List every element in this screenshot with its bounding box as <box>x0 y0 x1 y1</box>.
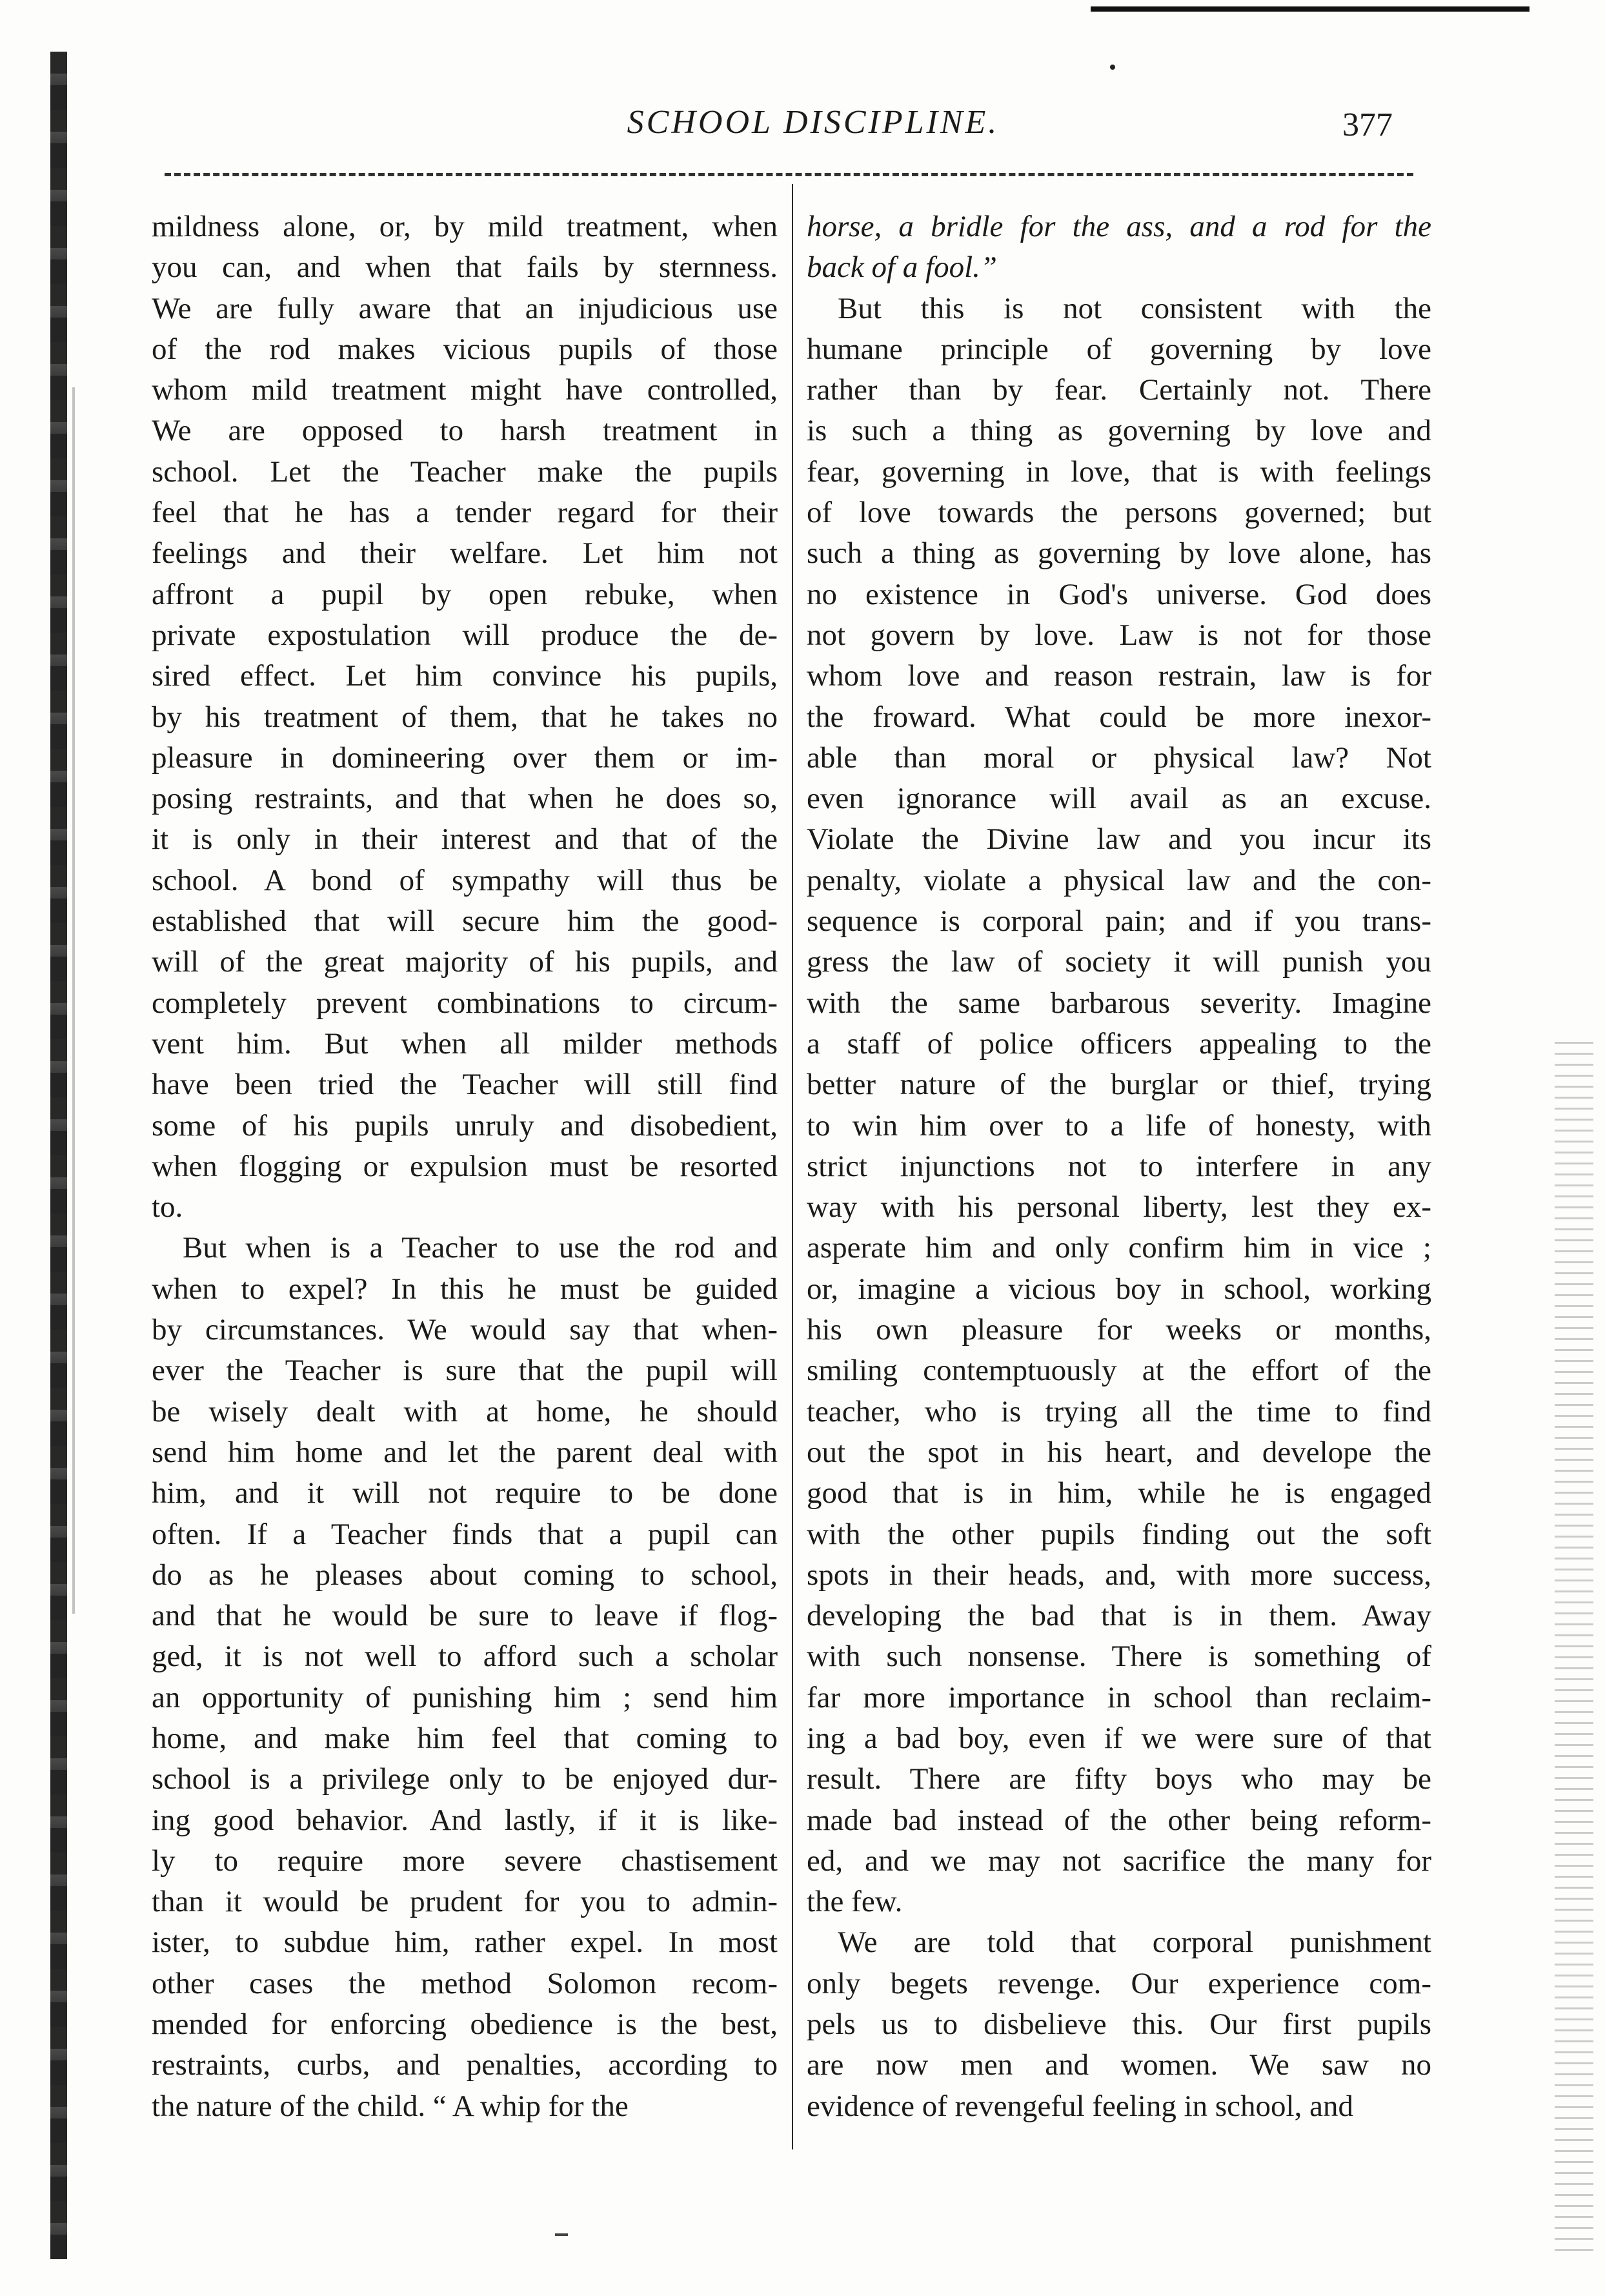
column-divider <box>792 184 793 2149</box>
page-number: 377 <box>1342 107 1393 143</box>
text-line: of love towards the persons governed; but <box>807 496 1431 530</box>
text-line: restraints, curbs, and penalties, according to <box>152 2048 778 2082</box>
text-line: sequence is corporal pain; and if you trans- <box>807 904 1431 939</box>
text-line: of the rod makes vicious pupils of those <box>152 332 778 366</box>
text-line: him, and it will not require to be done <box>152 1476 778 1510</box>
text-line: penalty, violate a physical law and the con- <box>807 863 1431 897</box>
text-line: Violate the Divine law and you incur its <box>807 822 1431 857</box>
text-line: such a thing as governing by love alone, has <box>807 536 1431 571</box>
text-line: way with his personal liberty, lest they ex- <box>807 1190 1431 1224</box>
text-line: smiling contemptuously at the effort of the <box>807 1354 1431 1388</box>
text-line: We are fully aware that an injudicious use <box>152 291 778 325</box>
text-line: with such nonsense. There is something of <box>807 1640 1431 1674</box>
text-line: vent him. But when all milder methods <box>152 1026 778 1061</box>
text-line: it is only in their interest and that of the <box>152 822 778 857</box>
text-line: gress the law of society it will punish you <box>807 945 1431 979</box>
right-column <box>807 207 1431 2127</box>
text-line: when flogging or expulsion must be resorted <box>152 1149 778 1183</box>
binding-shadow <box>72 387 75 1614</box>
text-line: ing a bad boy, even if we were sure of that <box>807 1721 1431 1755</box>
text-line: the few. <box>807 1885 903 1919</box>
binding-edge <box>50 52 67 2259</box>
text-line: when to expel? In this he must be guided <box>152 1272 778 1306</box>
text-line: by circumstances. We would say that when- <box>152 1313 778 1347</box>
text-line: be wisely dealt with at home, he should <box>152 1394 778 1428</box>
page-header <box>0 103 1605 155</box>
text-line: established that will secure him the good- <box>152 904 778 939</box>
text-line: feelings and their welfare. Let him not <box>152 536 778 571</box>
text-line: spots in their heads, and, with more success, <box>807 1558 1431 1592</box>
text-line: home, and make him feel that coming to <box>152 1721 778 1755</box>
text-line: school. Let the Teacher make the pupils <box>152 454 778 489</box>
text-line: than it would be prudent for you to admin- <box>152 1885 778 1919</box>
text-line: with the other pupils finding out the soft <box>807 1517 1431 1551</box>
text-line: private expostulation will produce the de- <box>152 618 778 652</box>
text-line: will of the great majority of his pupils, and <box>152 945 778 979</box>
text-line: asperate him and only confirm him in vice ; <box>807 1231 1431 1265</box>
text-line: We are opposed to harsh treatment in <box>152 414 778 448</box>
text-line: an opportunity of punishing him ; send him <box>152 1680 778 1714</box>
text-line: evidence of revengeful feeling in school, and <box>807 2089 1353 2123</box>
text-line: able than moral or physical law? Not <box>807 740 1431 775</box>
text-line: rather than by fear. Certainly not. There <box>807 373 1431 407</box>
text-line: whom love and reason restrain, law is for <box>807 659 1431 693</box>
text-line: other cases the method Solomon recom- <box>152 1966 778 2000</box>
text-line: you can, and when that fails by sternness. <box>152 250 778 285</box>
text-line: not govern by love. Law is not for those <box>807 618 1431 652</box>
text-line: have been tried the Teacher will still find <box>152 1068 778 1102</box>
text-line: out the spot in his heart, and develope the <box>807 1435 1431 1469</box>
text-line: is such a thing as governing by love and <box>807 414 1431 448</box>
text-line: some of his pupils unruly and disobedient, <box>152 1108 778 1143</box>
header-rule <box>165 173 1413 176</box>
text-line: the nature of the child. “ A whip for the <box>152 2089 629 2123</box>
text-line: far more importance in school than reclaim- <box>807 1680 1431 1714</box>
text-line: whom mild treatment might have controlled, <box>152 373 778 407</box>
text-line: ing good behavior. And lastly, if it is like- <box>152 1803 778 1837</box>
text-line: result. There are fifty boys who may be <box>807 1762 1431 1796</box>
text-line: by his treatment of them, that he takes no <box>152 700 778 734</box>
ink-dot <box>1110 65 1115 70</box>
text-line: are now men and women. We saw no <box>807 2048 1431 2082</box>
text-line: developing the bad that is in them. Away <box>807 1599 1431 1633</box>
text-line: mended for enforcing obedience is the best, <box>152 2007 778 2042</box>
text-line: school. A bond of sympathy will thus be <box>152 863 778 897</box>
text-line: send him home and let the parent deal with <box>152 1435 778 1469</box>
text-line: school is a privilege only to be enjoyed dur- <box>152 1762 778 1796</box>
text-line: often. If a Teacher finds that a pupil can <box>152 1517 778 1551</box>
text-line: affront a pupil by open rebuke, when <box>152 577 778 611</box>
text-line: We are told that corporal punishment <box>838 1925 1431 1960</box>
text-line: no existence in God's universe. God does <box>807 577 1431 611</box>
text-line: But when is a Teacher to use the rod and <box>183 1231 778 1265</box>
text-line: posing restraints, and that when he does so, <box>152 782 778 816</box>
text-line: strict injunctions not to interfere in any <box>807 1149 1431 1183</box>
text-line: ever the Teacher is sure that the pupil will <box>152 1354 778 1388</box>
text-line: made bad instead of the other being reform- <box>807 1803 1431 1837</box>
text-line: teacher, who is trying all the time to find <box>807 1394 1431 1428</box>
top-edge-mark <box>1091 6 1529 12</box>
text-line: a staff of police officers appealing to the <box>807 1026 1431 1061</box>
text-line: ister, to subdue him, rather expel. In most <box>152 1925 778 1960</box>
text-line: fear, governing in love, that is with feelings <box>807 454 1431 489</box>
text-line: to win him over to a life of honesty, with <box>807 1108 1431 1143</box>
running-head: SCHOOL DISCIPLINE. <box>627 104 1000 141</box>
text-line: even ignorance will avail as an excuse. <box>807 782 1431 816</box>
text-line: completely prevent combinations to circum- <box>152 986 778 1020</box>
text-line: do as he pleases about coming to school, <box>152 1558 778 1592</box>
text-line: ged, it is not well to afford such a scholar <box>152 1640 778 1674</box>
text-line: ed, and we may not sacrifice the many for <box>807 1844 1431 1878</box>
page-edge-speckle <box>1555 1033 1593 2259</box>
text-line: pleasure in domineering over them or im- <box>152 740 778 775</box>
text-line: his own pleasure for weeks or months, <box>807 1313 1431 1347</box>
text-line: and that he would be sure to leave if flog- <box>152 1599 778 1633</box>
text-line: the froward. What could be more inexor- <box>807 700 1431 734</box>
text-line: to. <box>152 1190 183 1224</box>
text-line: horse, a bridle for the ass, and a rod for the <box>807 210 1431 243</box>
text-line: sired effect. Let him convince his pupils, <box>152 659 778 693</box>
text-line: with the same barbarous severity. Imagine <box>807 986 1431 1020</box>
text-line: ly to require more severe chastisement <box>152 1844 778 1878</box>
left-column <box>152 207 778 2127</box>
text-line: back of a fool.” <box>807 250 998 285</box>
text-line: feel that he has a tender regard for their <box>152 496 778 530</box>
text-line: better nature of the burglar or thief, trying <box>807 1068 1431 1102</box>
text-line: pels us to disbelieve this. Our first pupils <box>807 2007 1431 2042</box>
text-line: only begets revenge. Our experience com- <box>807 1966 1431 2000</box>
text-line: good that is in him, while he is engaged <box>807 1476 1431 1510</box>
text-line: humane principle of governing by love <box>807 332 1431 366</box>
text-line: mildness alone, or, by mild treatment, when <box>152 210 778 243</box>
text-line: But this is not consistent with the <box>838 291 1431 325</box>
bottom-ink-mark <box>555 2233 568 2236</box>
text-line: or, imagine a vicious boy in school, working <box>807 1272 1431 1306</box>
